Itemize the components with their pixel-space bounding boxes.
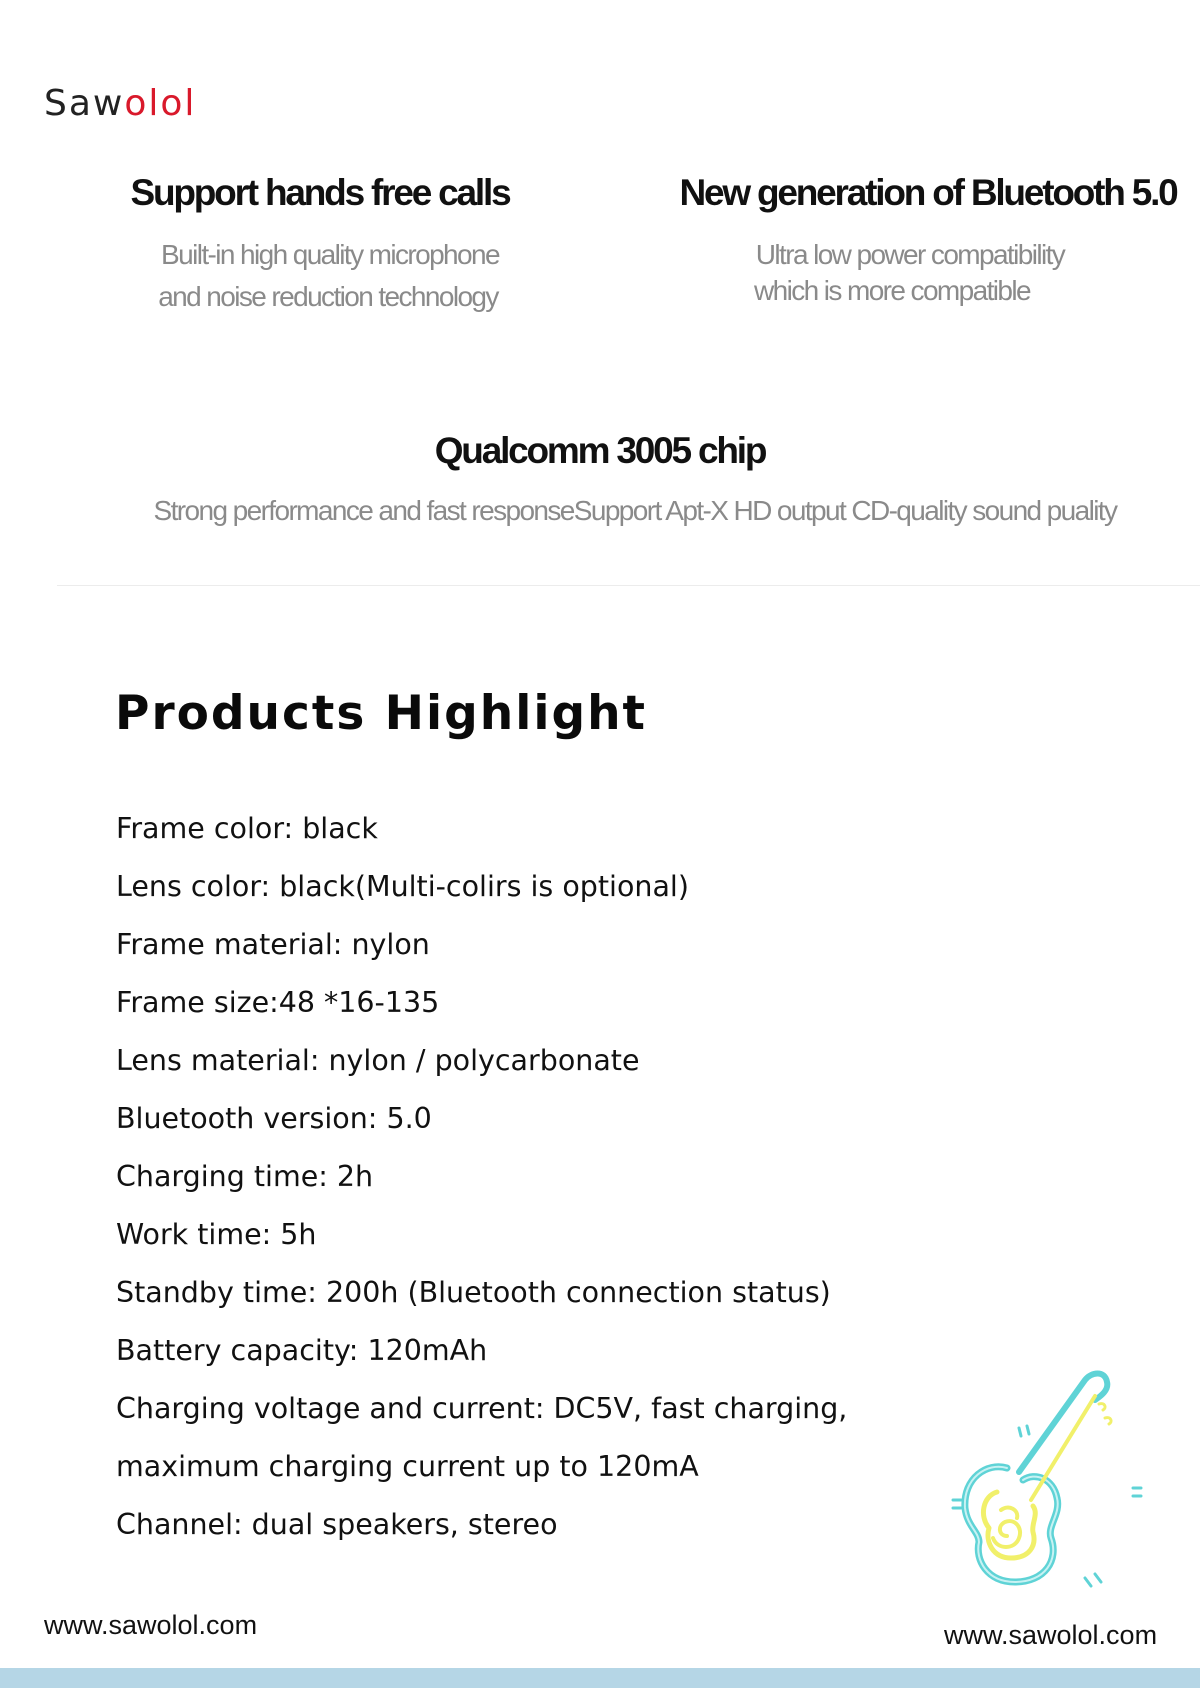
spec-item: Charging time: 2h bbox=[116, 1160, 374, 1193]
feature-title-chip: Qualcomm 3005 chip bbox=[434, 430, 766, 471]
neon-guitar-icon bbox=[935, 1360, 1155, 1600]
feature-desc-hands-free-line2: and noise reduction technology bbox=[158, 281, 498, 312]
spec-item: Frame size:48 *16-135 bbox=[116, 986, 440, 1019]
feature-desc-bluetooth-line2: which is more compatible bbox=[754, 275, 1030, 306]
spec-item: Lens color: black(Multi-colirs is optional) bbox=[116, 870, 689, 903]
spec-item: Frame material: nylon bbox=[116, 928, 430, 961]
spec-item: Frame color: black bbox=[116, 812, 378, 845]
feature-desc-chip: Strong performance and fast responseSupport Apt-X HD output CD-quality sound puality bbox=[153, 495, 1117, 526]
section-divider bbox=[57, 585, 1200, 586]
spec-item: Charging voltage and current: DC5V, fast charging, bbox=[116, 1392, 848, 1425]
website-link-left[interactable]: www.sawolol.com bbox=[44, 1610, 258, 1640]
brand-logo bbox=[44, 83, 197, 124]
website-link-right[interactable]: www.sawolol.com bbox=[944, 1620, 1158, 1650]
spec-item: Lens material: nylon / polycarbonate bbox=[116, 1044, 640, 1077]
spec-item: Bluetooth version: 5.0 bbox=[116, 1102, 432, 1135]
spec-item: Work time: 5h bbox=[116, 1218, 317, 1251]
spec-item: Standby time: 200h (Bluetooth connection status) bbox=[116, 1276, 831, 1309]
logo-prefix: Saw bbox=[44, 83, 125, 124]
bottom-bar bbox=[0, 1668, 1200, 1688]
feature-desc-bluetooth-line1: Ultra low power compatibility bbox=[755, 239, 1065, 270]
feature-title-bluetooth: New generation of Bluetooth 5.0 bbox=[679, 172, 1177, 213]
feature-title-hands-free: Support hands free calls bbox=[130, 172, 510, 213]
feature-desc-hands-free-line1: Built-in high quality microphone bbox=[161, 239, 499, 270]
spec-item: Channel: dual speakers, stereo bbox=[116, 1508, 558, 1541]
products-highlight-title: Products Highlight bbox=[115, 686, 648, 741]
spec-item: maximum charging current up to 120mA bbox=[116, 1450, 699, 1483]
spec-list bbox=[116, 800, 847, 1554]
logo-accent: olol bbox=[124, 83, 197, 124]
spec-item: Battery capacity: 120mAh bbox=[116, 1334, 488, 1367]
